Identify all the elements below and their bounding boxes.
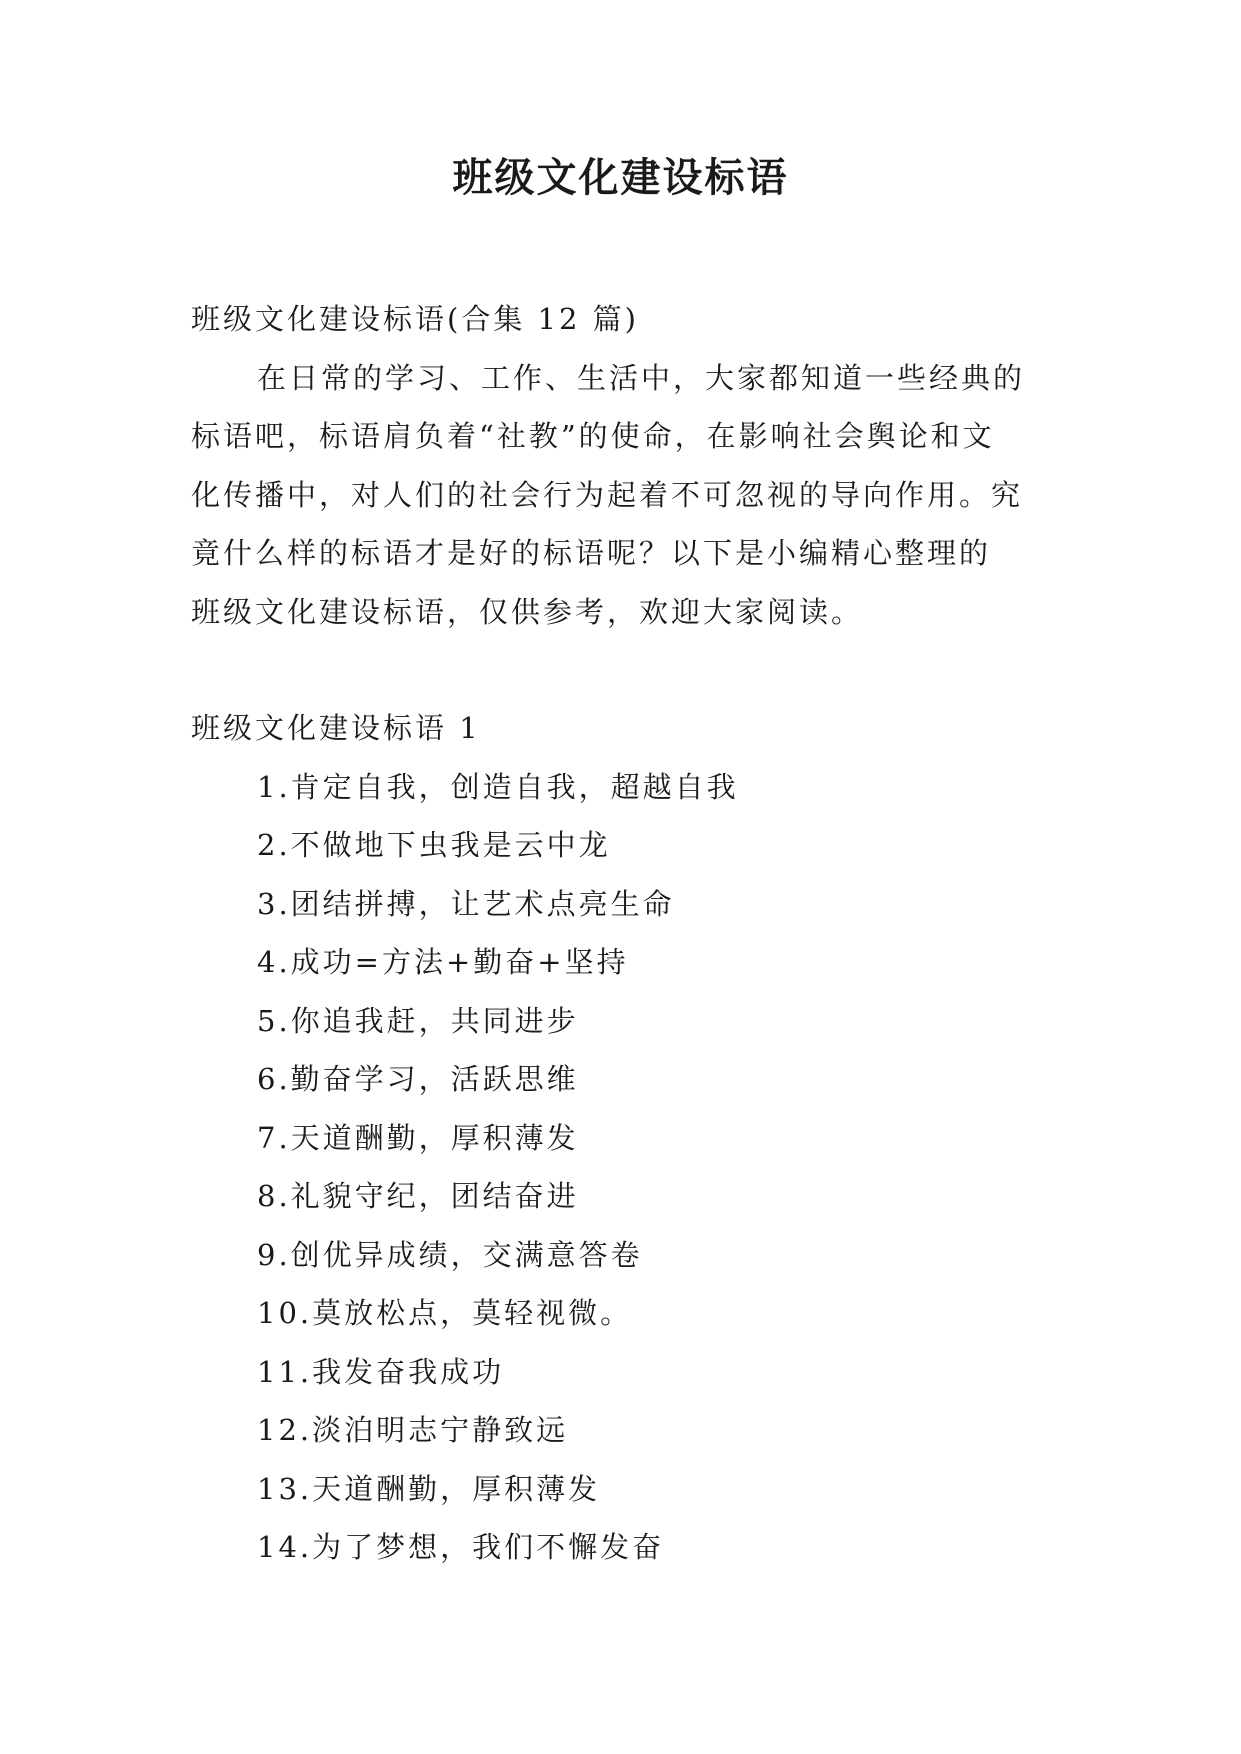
list-item: 13.天道酬勤，厚积薄发 <box>257 1471 601 1506</box>
list-item: 6.勤奋学习，活跃思维 <box>257 1062 579 1096</box>
list-item: 5.你追我赶，共同进步 <box>257 1003 579 1038</box>
list-item: 3.团结拼搏，让艺术点亮生命 <box>257 886 675 921</box>
list-item: 4.成功=方法+勤奋+坚持 <box>257 945 629 979</box>
section-heading: 班级文化建设标语 1 <box>191 711 481 745</box>
list-item: 8.礼貌守纪，团结奋进 <box>257 1179 579 1213</box>
intro-paragraph <box>191 349 1061 642</box>
intro-line: 班级文化建设标语，仅供参考，欢迎大家阅读。 <box>191 594 864 629</box>
intro-line: 在日常的学习、工作、生活中，大家都知道一些经典的 <box>257 360 1026 395</box>
document-subtitle: 班级文化建设标语(合集 12 篇) <box>191 302 639 336</box>
document-body <box>191 290 1061 1577</box>
intro-line: 竟什么样的标语才是好的标语呢？以下是小编精心整理的 <box>191 536 992 570</box>
list-item: 11.我发奋我成功 <box>257 1354 505 1389</box>
paragraph-gap <box>191 641 1061 699</box>
list-item: 1.肯定自我，创造自我，超越自我 <box>257 769 739 804</box>
list-item: 2.不做地下虫我是云中龙 <box>257 828 611 862</box>
intro-line: 标语吧，标语肩负着“社教”的使命，在影响社会舆论和文 <box>191 419 995 453</box>
list-item: 9.创优异成绩，交满意答卷 <box>257 1237 643 1272</box>
list-item: 10.莫放松点，莫轻视微。 <box>257 1296 633 1330</box>
document-title: 班级文化建设标语 <box>452 155 789 201</box>
intro-line: 化传播中，对人们的社会行为起着不可忽视的导向作用。究 <box>191 477 1024 512</box>
list-item: 7.天道酬勤，厚积薄发 <box>257 1120 579 1155</box>
slogan-list <box>191 758 1061 1577</box>
list-item: 14.为了梦想，我们不懈发奋 <box>257 1530 665 1564</box>
list-item: 12.淡泊明志宁静致远 <box>257 1413 569 1447</box>
